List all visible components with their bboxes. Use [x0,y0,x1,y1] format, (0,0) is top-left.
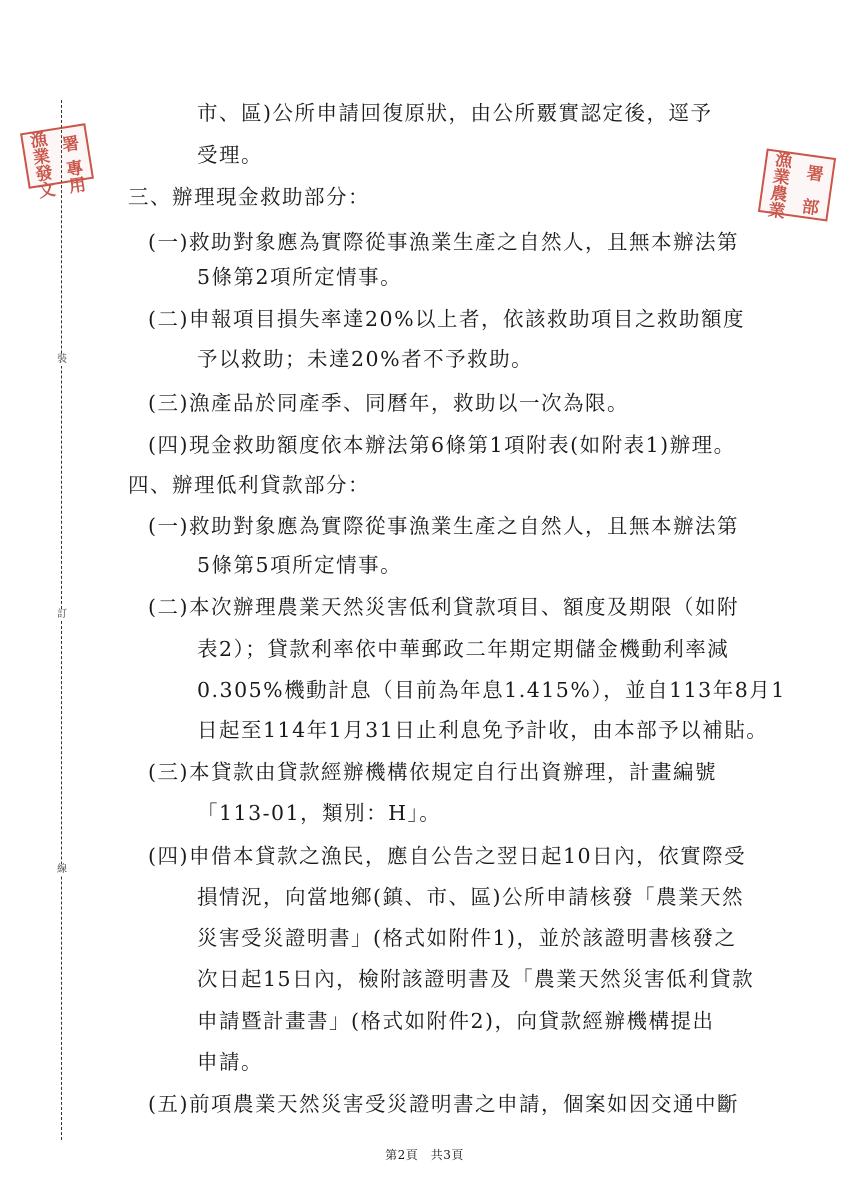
seal-text: 發文 [34,163,57,203]
official-seal-left [20,123,94,203]
binding-mark-ding: 訂 [57,609,67,620]
text-line: 「113-01，類別：H」。 [197,801,442,825]
text-line: (三)本貸款由貸款經辦機構依規定自行出資辦理，計畫編號 [148,760,717,784]
section-heading: 四、辦理低利貸款部分： [128,473,370,497]
text-line: (四)申借本貸款之漁民，應自公告之翌日起10日內，依實際受 [148,844,747,868]
text-line: 5條第2項所定情事。 [197,265,403,289]
text-line: 災害受災證明書」(格式如附件1)，並於該證明書核發之 [197,926,737,950]
text-line: 市、區)公所申請回復原狀，由公所覈實認定後，逕予 [197,101,713,125]
text-line: (三)漁產品於同產季、同曆年，救助以一次為限。 [148,391,629,415]
text-line: 次日起15日內，檢附該證明書及「農業天然災害低利貸款 [197,967,755,991]
seal-text: 漁業 [28,129,52,169]
text-line: 申請。 [197,1050,263,1074]
text-line: 表2）；貸款利率依中華郵政二年期定期儲金機動利率減 [197,637,730,661]
binding-mark-xian: 線 [57,864,67,875]
text-line: 5條第5項所定情事。 [197,553,403,577]
text-line: (二)本次辦理農業天然災害低利貸款項目、額度及期限（如附 [148,595,739,619]
seal-text: 署 [805,162,826,186]
text-line: 受理。 [197,143,263,167]
seal-text: 署 [60,132,81,156]
binding-mark-zhuang: 裝 [57,354,67,365]
text-line: 予以救助；未達20%者不予救助。 [197,347,534,371]
seal-text: 專用 [64,158,88,198]
official-seal-right [758,148,836,221]
text-line: 0.305%機動計息（目前為年息1.415%），並自113年8月1 [197,678,786,702]
text-line: 日起至114年1月31日止利息免予計收，由本部予以補貼。 [197,718,769,742]
page-number: 第2頁 共3頁 [385,1148,464,1162]
text-line: 損情況，向當地鄉(鎮、市、區)公所申請核發「農業天然 [197,885,744,909]
seal-text: 農業 [766,183,789,223]
text-line: (五)前項農業天然災害受災證明書之申請，個案如因交通中斷 [148,1092,739,1116]
section-heading: 三、辦理現金救助部分： [128,185,370,209]
seal-text: 部 [800,196,821,219]
text-line: 申請暨計畫書」(格式如附件2)，向貸款經辦機構提出 [197,1009,715,1033]
text-line: (四)現金救助額度依本辦法第6條第1項附表(如附表1)辦理。 [148,433,736,457]
text-line: (一)救助對象應為實際從事漁業生產之自然人，且無本辦法第 [148,514,739,538]
text-line: (二)申報項目損失率達20%以上者，依該救助項目之救助額度 [148,307,746,331]
seal-text: 漁業 [771,149,794,189]
text-line: (一)救助對象應為實際從事漁業生產之自然人，且無本辦法第 [148,230,739,254]
